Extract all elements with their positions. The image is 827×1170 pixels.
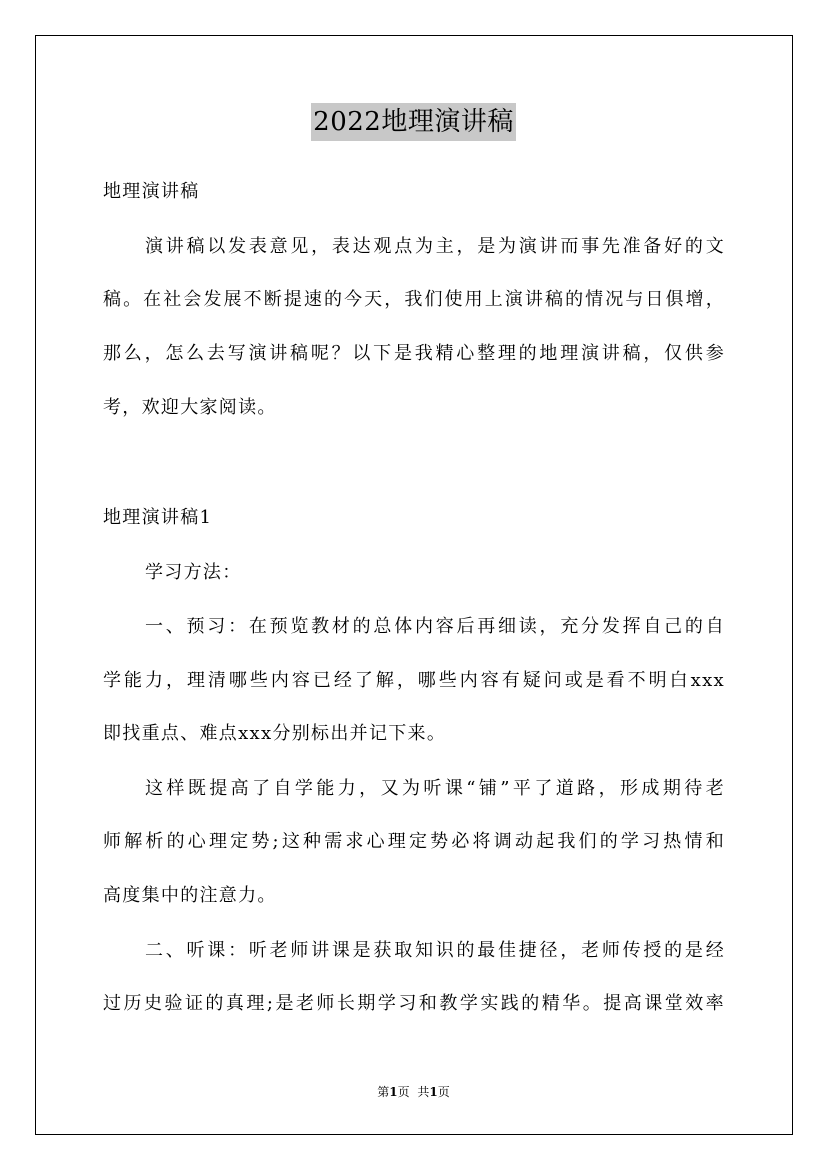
page-footer: [0, 1084, 827, 1100]
total-label-suffix: 页: [437, 1085, 450, 1099]
paragraph-line: 那么，怎么去写演讲稿呢？以下是我精心整理的地理演讲稿，仅供参: [103, 343, 725, 364]
paragraph-line: 演讲稿以发表意见，表达观点为主，是为演讲而事先准备好的文: [145, 236, 725, 257]
paragraph-line: 学习方法：: [145, 562, 242, 583]
total-label-prefix: 共: [417, 1085, 430, 1099]
paragraph-line: 一、预习：在预览教材的总体内容后再细读，充分发挥自己的自: [145, 616, 725, 637]
paragraph-line: 过历史验证的真理;是老师长期学习和教学实践的精华。提高课堂效率: [103, 993, 725, 1014]
paragraph-line: 二、听课：听老师讲课是获取知识的最佳捷径，老师传授的是经: [145, 940, 725, 961]
page-label-prefix: 第: [377, 1085, 390, 1099]
title-wrapper: [0, 103, 827, 141]
paragraph-line: 高度集中的注意力。: [103, 885, 277, 906]
total-pages: 1: [429, 1085, 438, 1099]
paragraph-line: 师解析的心理定势;这种需求心理定势必将调动起我们的学习热情和: [103, 831, 725, 852]
section-heading: 地理演讲稿: [103, 181, 200, 202]
paragraph-line: 这样既提高了自学能力，又为听课“铺”平了道路，形成期待老: [145, 778, 725, 799]
paragraph-line: 考，欢迎大家阅读。: [103, 397, 277, 418]
page-number: 1: [389, 1085, 398, 1099]
paragraph-line: 即找重点、难点xxx分别标出并记下来。: [103, 723, 447, 744]
section-heading: 地理演讲稿1: [103, 507, 213, 528]
page-label-suffix: 页: [397, 1085, 410, 1099]
paragraph-line: 稿。在社会发展不断提速的今天，我们使用上演讲稿的情况与日俱增，: [103, 289, 725, 310]
paragraph-line: 学能力，理清哪些内容已经了解，哪些内容有疑问或是看不明白xxx: [103, 670, 725, 691]
document-title: 2022地理演讲稿: [311, 103, 516, 141]
